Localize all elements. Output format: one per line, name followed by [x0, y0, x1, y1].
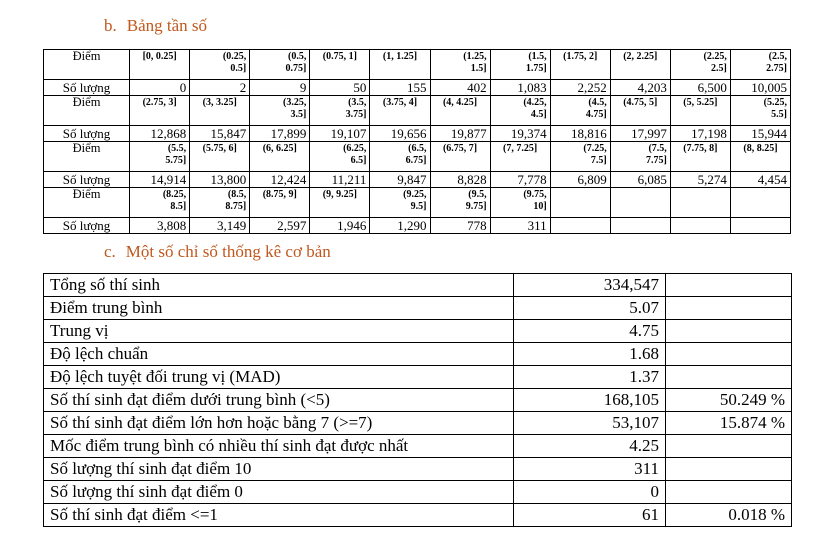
interval-cell — [370, 142, 430, 172]
count-row — [44, 172, 791, 188]
interval-text: (1.75, 2] — [563, 51, 598, 62]
interval-text: (0.5, — [288, 51, 307, 62]
interval-text: 1.75] — [525, 62, 547, 74]
interval-text: (5.25, — [763, 97, 787, 108]
count-cell: 12,868 — [130, 126, 190, 142]
interval-cell — [430, 142, 490, 172]
interval-cell — [310, 188, 370, 218]
interval-cell — [130, 188, 190, 218]
count-cell: 2 — [190, 80, 250, 96]
stat-label: Điểm trung bình — [44, 297, 514, 320]
interval-text: 4.75] — [585, 108, 607, 120]
interval-cell — [670, 50, 730, 80]
count-cell: 14,914 — [130, 172, 190, 188]
interval-cell — [550, 50, 610, 80]
interval-cell — [490, 188, 550, 218]
count-cell: 9,847 — [370, 172, 430, 188]
interval-text: (3, 3.25] — [202, 97, 237, 108]
interval-text: (2.75, 3] — [142, 97, 177, 108]
interval-row-label: Điểm — [44, 142, 130, 172]
count-cell: 12,424 — [250, 172, 310, 188]
count-cell: 17,997 — [610, 126, 670, 142]
stat-label: Số thí sinh đạt điểm <=1 — [44, 504, 514, 527]
interval-text: (4.75, 5] — [623, 97, 658, 108]
count-cell: 5,274 — [670, 172, 730, 188]
stat-value: 1.37 — [514, 366, 666, 389]
stat-label: Trung vị — [44, 320, 514, 343]
stat-percent — [666, 297, 792, 320]
interval-cell — [610, 96, 670, 126]
interval-cell — [430, 188, 490, 218]
interval-text: (0.75, 1] — [322, 51, 357, 62]
interval-text: (4.5, — [588, 97, 607, 108]
count-cell: 11,211 — [310, 172, 370, 188]
count-cell: 19,877 — [430, 126, 490, 142]
stat-row — [44, 274, 792, 297]
count-cell: 19,374 — [490, 126, 550, 142]
count-cell: 6,500 — [670, 80, 730, 96]
interval-cell — [670, 188, 730, 218]
count-cell: 8,828 — [430, 172, 490, 188]
section-b-number: b. — [104, 16, 117, 35]
interval-cell — [310, 96, 370, 126]
interval-text: 5.75] — [165, 154, 187, 166]
count-cell: 311 — [490, 218, 550, 234]
interval-row — [44, 188, 791, 218]
interval-cell — [610, 142, 670, 172]
interval-cell — [130, 142, 190, 172]
stat-row — [44, 481, 792, 504]
interval-text: (2.5, — [768, 51, 787, 62]
stat-percent: 15.874 % — [666, 412, 792, 435]
count-cell: 50 — [310, 80, 370, 96]
stat-percent — [666, 343, 792, 366]
stat-value: 311 — [514, 458, 666, 481]
stat-row — [44, 320, 792, 343]
interval-cell — [730, 50, 790, 80]
stat-row — [44, 366, 792, 389]
interval-text: (9, 9.25] — [322, 189, 357, 200]
stat-percent — [666, 458, 792, 481]
stat-percent: 50.249 % — [666, 389, 792, 412]
count-cell — [730, 218, 790, 234]
section-b-title: Bảng tần số — [126, 16, 208, 35]
interval-cell — [550, 142, 610, 172]
stat-row — [44, 389, 792, 412]
stat-label: Số thí sinh đạt điểm dưới trung bình (<5) — [44, 389, 514, 412]
count-row-label: Số lượng — [44, 218, 130, 234]
interval-cell — [250, 142, 310, 172]
stat-row — [44, 504, 792, 527]
frequency-table — [43, 49, 791, 234]
count-row-label: Số lượng — [44, 126, 130, 142]
count-cell: 15,944 — [730, 126, 790, 142]
interval-text: (6.5, — [408, 143, 427, 154]
interval-cell — [670, 96, 730, 126]
stat-label: Số lượng thí sinh đạt điểm 10 — [44, 458, 514, 481]
stat-row — [44, 297, 792, 320]
stat-percent — [666, 481, 792, 504]
stat-percent — [666, 320, 792, 343]
stat-value: 4.75 — [514, 320, 666, 343]
interval-cell — [490, 142, 550, 172]
interval-text: 6.5] — [350, 154, 367, 166]
count-cell: 4,454 — [730, 172, 790, 188]
count-cell: 3,808 — [130, 218, 190, 234]
count-row-label: Số lượng — [44, 172, 130, 188]
interval-text: (9.75, — [523, 189, 547, 200]
count-cell: 1,083 — [490, 80, 550, 96]
count-cell: 18,816 — [550, 126, 610, 142]
interval-text: 10] — [533, 200, 547, 212]
count-cell: 7,778 — [490, 172, 550, 188]
stat-percent — [666, 274, 792, 297]
interval-cell — [610, 50, 670, 80]
interval-cell — [250, 96, 310, 126]
interval-text: (2.25, — [703, 51, 727, 62]
stat-label: Độ lệch chuẩn — [44, 343, 514, 366]
interval-text: 5.5] — [771, 108, 787, 120]
interval-cell — [490, 96, 550, 126]
stat-value: 5.07 — [514, 297, 666, 320]
interval-text: 6.75] — [405, 154, 427, 166]
count-cell: 15,847 — [190, 126, 250, 142]
interval-text: 3.5] — [290, 108, 307, 120]
interval-cell — [310, 50, 370, 80]
count-cell: 19,656 — [370, 126, 430, 142]
count-cell: 1,946 — [310, 218, 370, 234]
interval-row-label: Điểm — [44, 188, 130, 218]
interval-text: (0.25, — [222, 51, 247, 62]
count-cell: 402 — [430, 80, 490, 96]
count-cell: 2,252 — [550, 80, 610, 96]
stat-label: Số thí sinh đạt điểm lớn hơn hoặc bằng 7 (>=7) — [44, 412, 514, 435]
count-cell: 17,198 — [670, 126, 730, 142]
count-cell: 17,899 — [250, 126, 310, 142]
count-cell: 0 — [130, 80, 190, 96]
stat-percent: 0.018 % — [666, 504, 792, 527]
statistics-table — [43, 273, 792, 527]
interval-text: (3.75, 4] — [382, 97, 418, 108]
interval-cell — [430, 96, 490, 126]
interval-cell — [190, 50, 250, 80]
interval-text: (4, 4.25] — [442, 97, 478, 108]
interval-text: (6, 6.25] — [262, 143, 297, 154]
stat-value: 1.68 — [514, 343, 666, 366]
interval-text: 9.5] — [410, 200, 427, 212]
interval-cell — [610, 188, 670, 218]
interval-text: 4.5] — [530, 108, 547, 120]
stat-row — [44, 435, 792, 458]
count-row — [44, 126, 791, 142]
stat-value: 61 — [514, 504, 666, 527]
interval-row — [44, 142, 791, 172]
interval-text: (4.25, — [523, 97, 547, 108]
count-cell — [610, 218, 670, 234]
interval-text: 2.75] — [766, 62, 787, 74]
interval-text: (8.5, — [227, 189, 247, 200]
interval-text: (3.5, — [348, 97, 367, 108]
stat-label: Độ lệch tuyệt đối trung vị (MAD) — [44, 366, 514, 389]
count-cell: 3,149 — [190, 218, 250, 234]
interval-text: 7.75] — [645, 154, 667, 166]
interval-text: (2, 2.25] — [623, 51, 658, 62]
count-cell: 155 — [370, 80, 430, 96]
count-cell: 13,800 — [190, 172, 250, 188]
interval-text: 9.75] — [465, 200, 487, 212]
count-cell: 2,597 — [250, 218, 310, 234]
interval-cell — [730, 142, 790, 172]
interval-text: (5.5, — [167, 143, 187, 154]
stat-percent — [666, 366, 792, 389]
count-cell — [670, 218, 730, 234]
interval-cell — [550, 96, 610, 126]
interval-text: (9.5, — [468, 189, 487, 200]
interval-text: (7, 7.25] — [503, 143, 538, 154]
interval-text: 1.5] — [470, 62, 487, 74]
interval-cell — [250, 50, 310, 80]
interval-cell — [370, 188, 430, 218]
count-cell: 9 — [250, 80, 310, 96]
count-cell: 6,809 — [550, 172, 610, 188]
section-c-heading — [104, 242, 331, 262]
interval-cell — [730, 96, 790, 126]
interval-cell — [310, 142, 370, 172]
stat-value: 4.25 — [514, 435, 666, 458]
count-cell: 1,290 — [370, 218, 430, 234]
interval-text: 8.75] — [225, 200, 247, 212]
stat-row — [44, 412, 792, 435]
interval-cell — [190, 188, 250, 218]
count-cell: 4,203 — [610, 80, 670, 96]
interval-text: 0.75] — [285, 62, 307, 74]
section-b-heading — [104, 16, 207, 36]
interval-text: 8.5] — [170, 200, 187, 212]
count-row — [44, 80, 791, 96]
interval-cell — [130, 50, 190, 80]
section-c-title: Một số chỉ số thống kê cơ bản — [125, 242, 331, 261]
interval-text: (7.75, 8] — [683, 143, 718, 154]
interval-cell — [730, 188, 790, 218]
interval-cell — [250, 188, 310, 218]
interval-text: (1.5, — [528, 51, 547, 62]
interval-cell — [370, 50, 430, 80]
interval-row — [44, 50, 791, 80]
interval-cell — [430, 50, 490, 80]
stat-value: 334,547 — [514, 274, 666, 297]
stat-row — [44, 343, 792, 366]
count-cell: 10,005 — [730, 80, 790, 96]
interval-row-label: Điểm — [44, 50, 130, 80]
interval-text: 3.75] — [345, 108, 367, 120]
stat-percent — [666, 435, 792, 458]
interval-text: 7.5] — [590, 154, 607, 166]
interval-row-label: Điểm — [44, 96, 130, 126]
interval-text: [0, 0.25] — [142, 51, 177, 62]
interval-text: 0.5] — [230, 62, 247, 74]
count-cell — [550, 218, 610, 234]
count-row-label: Số lượng — [44, 80, 130, 96]
interval-text: (1, 1.25] — [382, 51, 418, 62]
interval-text: (5, 5.25] — [683, 97, 718, 108]
count-cell: 778 — [430, 218, 490, 234]
section-c-number: c. — [104, 242, 116, 261]
interval-text: (7.5, — [648, 143, 667, 154]
stat-value: 53,107 — [514, 412, 666, 435]
interval-text: (8.75, 9] — [262, 189, 297, 200]
count-row — [44, 218, 791, 234]
interval-cell — [550, 188, 610, 218]
count-cell: 6,085 — [610, 172, 670, 188]
interval-cell — [130, 96, 190, 126]
interval-text: (5.75, 6] — [202, 143, 237, 154]
stat-value: 168,105 — [514, 389, 666, 412]
interval-cell — [670, 142, 730, 172]
interval-text: 2.5] — [711, 62, 727, 74]
interval-text: (6.75, 7] — [442, 143, 478, 154]
interval-cell — [190, 96, 250, 126]
stat-value: 0 — [514, 481, 666, 504]
interval-text: (6.25, — [343, 143, 367, 154]
interval-text: (3.25, — [283, 97, 307, 108]
stat-label: Tổng số thí sinh — [44, 274, 514, 297]
stat-label: Mốc điểm trung bình có nhiều thí sinh đạt được nhất — [44, 435, 514, 458]
interval-cell — [370, 96, 430, 126]
interval-text: (7.25, — [583, 143, 607, 154]
count-cell: 19,107 — [310, 126, 370, 142]
interval-cell — [190, 142, 250, 172]
stat-label: Số lượng thí sinh đạt điểm 0 — [44, 481, 514, 504]
interval-text: (1.25, — [463, 51, 487, 62]
stat-row — [44, 458, 792, 481]
interval-row — [44, 96, 791, 126]
interval-text: (8.25, — [162, 189, 187, 200]
interval-text: (8, 8.25] — [743, 143, 778, 154]
interval-cell — [490, 50, 550, 80]
interval-text: (9.25, — [403, 189, 427, 200]
